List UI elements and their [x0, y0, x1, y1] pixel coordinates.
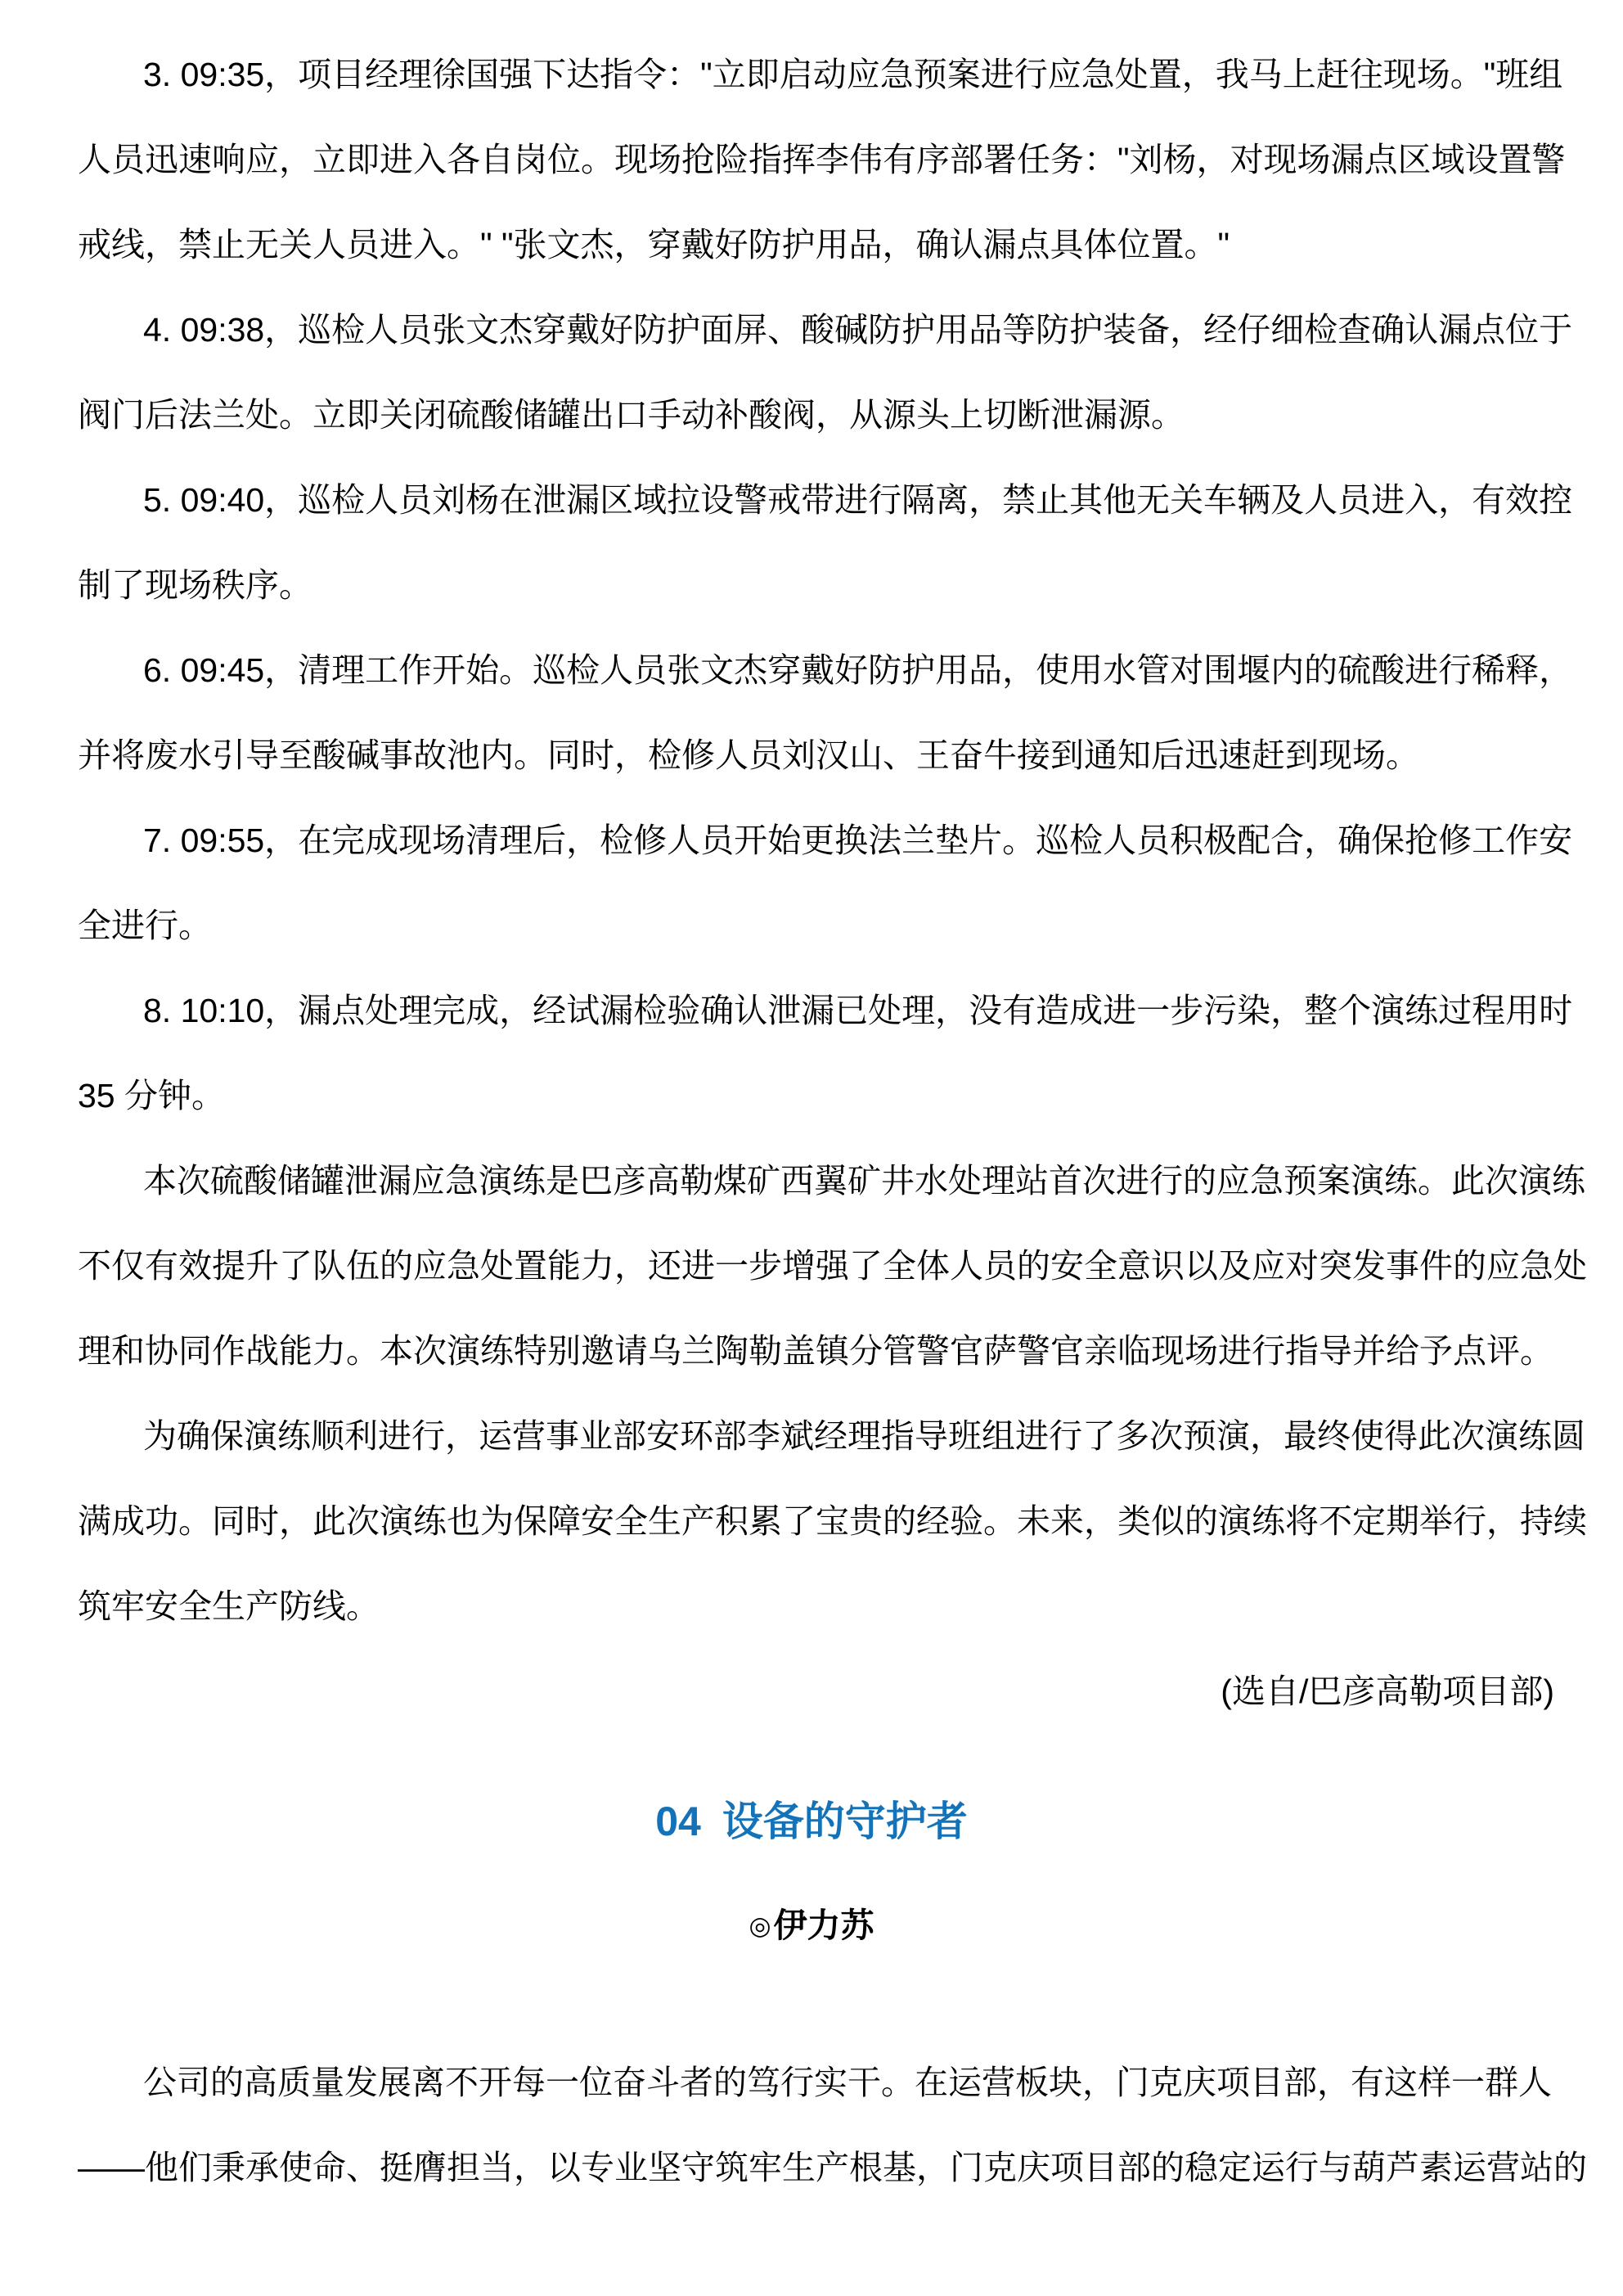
text-line: 4. 09:38，巡检人员张文杰穿戴好防护面屏、酸碱防护用品等防护装备，经仔细检查确认漏点位于: [143, 311, 1573, 349]
section-title: 设备的守护者: [722, 1799, 968, 1844]
text-line: 7. 09:55，在完成现场清理后，检修人员开始更换法兰垫片。巡检人员积极配合，确保抢修工作安: [143, 822, 1573, 859]
text-line: ——他们秉承使命、挺膺担当，以专业坚守筑牢生产根基，门克庆项目部的稳定运行与葫芦素运营站的: [78, 2149, 1587, 2186]
citation-line: (选自/巴彦高勒项目部): [1221, 1672, 1554, 1710]
text-line: 并将废水引导至酸碱事故池内。同时，检修人员刘汉山、王奋牛接到通知后迅速赶到现场。: [78, 736, 1419, 774]
text-line: 公司的高质量发展离不开每一位奋斗者的笃行实干。在运营板块，门克庆项目部，有这样一群人: [143, 2064, 1552, 2101]
body-paragraph-lines: [78, 32, 1603, 1649]
text-line: 为确保演练顺利进行，运营事业部安环部李斌经理指导班组进行了多次预演，最终使得此次演练圆: [143, 1417, 1585, 1455]
next-paragraph-lines: [78, 2040, 1603, 2210]
author-name: 伊力苏: [773, 1907, 874, 1944]
text-line: 满成功。同时，此次演练也为保障安全生产积累了宝贵的经验。未来，类似的演练将不定期举行，持续: [78, 1502, 1587, 1540]
text-line: 理和协同作战能力。本次演练特别邀请乌兰陶勒盖镇分管警官萨警官亲临现场进行指导并给予点评。: [78, 1332, 1553, 1370]
section-heading: [0, 1779, 1623, 1864]
text-line: 35 分钟。: [78, 1077, 225, 1114]
text-line: 阀门后法兰处。立即关闭硫酸储罐出口手动补酸阀，从源头上切断泄漏源。: [78, 396, 1185, 434]
text-line: 不仅有效提升了队伍的应急处置能力，还进一步增强了全体人员的安全意识以及应对突发事件的应急处: [78, 1247, 1587, 1285]
page-content: [78, 0, 1603, 2210]
text-line: 3. 09:35，项目经理徐国强下达指令："立即启动应急预案进行应急处置，我马上赶往现场。"班组: [143, 56, 1563, 93]
text-line: 制了现场秩序。: [78, 566, 312, 604]
text-line: 人员迅速响应，立即进入各自岗位。现场抢险指挥李伟有序部署任务："刘杨，对现场漏点区域设置警: [78, 141, 1566, 178]
section-number: 04: [655, 1799, 701, 1844]
text-line: 6. 09:45，清理工作开始。巡检人员张文杰穿戴好防护用品，使用水管对围堰内的硫酸进行稀释，: [143, 651, 1573, 689]
text-line: 筑牢安全生产防线。: [78, 1587, 380, 1625]
text-line: 本次硫酸储罐泄漏应急演练是巴彦高勒煤矿西翼矿井水处理站首次进行的应急预案演练。此次演练: [143, 1162, 1585, 1200]
text-line: 全进行。: [78, 907, 212, 944]
text-line: 戒线，禁止无关人员进入。" "张文杰，穿戴好防护用品，确认漏点具体位置。": [78, 226, 1230, 263]
text-line: 5. 09:40，巡检人员刘杨在泄漏区域拉设警戒带进行隔离，禁止其他无关车辆及人员进入，有效控: [143, 481, 1573, 519]
text-line: 8. 10:10，漏点处理完成，经试漏检验确认泄漏已处理，没有造成进一步污染，整个演练过程用时: [143, 992, 1573, 1029]
author-mark-icon: ◎: [749, 1911, 771, 1940]
author-line: [0, 1883, 1623, 1968]
